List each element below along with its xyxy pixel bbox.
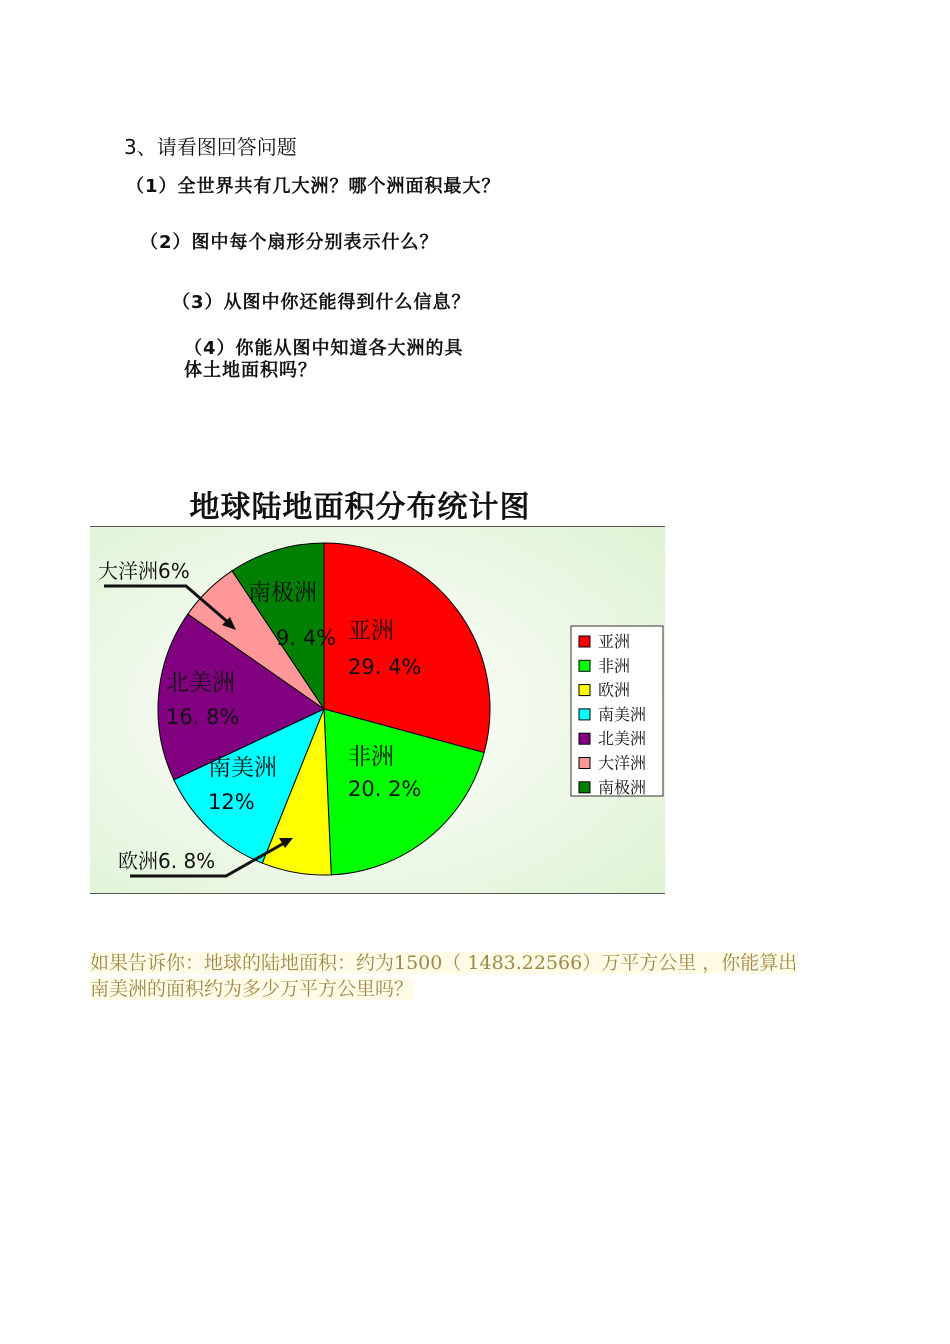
slice-value-asia: 29. 4% bbox=[348, 655, 422, 679]
question-3: （3）从图中你还能得到什么信息？ bbox=[172, 292, 471, 313]
slice-value-north-america: 16. 8% bbox=[166, 705, 240, 729]
page-heading: 3、请看图回答问题 bbox=[124, 135, 297, 159]
slice-label-oceania: 大洋洲6% bbox=[98, 559, 190, 583]
slice-label-south-america: 南美洲 bbox=[208, 755, 277, 781]
legend-label-europe: 欧洲 bbox=[598, 680, 631, 700]
legend-swatch-europe bbox=[579, 685, 590, 696]
legend-swatch-antarctica bbox=[579, 782, 590, 793]
slice-label-antarctica: 南极洲 bbox=[248, 580, 317, 606]
legend-label-antarctica: 南极洲 bbox=[598, 777, 647, 797]
legend-swatch-north-america bbox=[579, 733, 590, 744]
bottom-paragraph bbox=[90, 950, 870, 1002]
bottom-line-1: 如果告诉你：地球的陆地面积：约为1500（ 1483.22566）万平方公里 ，你能算出 bbox=[90, 952, 798, 974]
slice-value-africa: 20. 2% bbox=[348, 777, 422, 801]
slice-label-asia: 亚洲 bbox=[348, 618, 394, 644]
chart-title: 地球陆地面积分布统计图 bbox=[189, 490, 531, 525]
legend-swatch-south-america bbox=[579, 709, 590, 720]
legend-label-africa: 非洲 bbox=[598, 656, 631, 676]
legend-label-north-america: 北美洲 bbox=[598, 729, 647, 749]
slice-value-antarctica: 9. 4% bbox=[276, 626, 337, 650]
slice-label-europe: 欧洲6. 8% bbox=[118, 849, 216, 873]
pie-chart bbox=[90, 526, 665, 894]
legend-swatch-asia bbox=[579, 636, 590, 647]
bottom-line-2: 南美洲的面积约为多少万平方公里吗？ bbox=[90, 978, 414, 1000]
legend-label-oceania: 大洋洲 bbox=[598, 753, 647, 773]
question-2: （2）图中每个扇形分别表示什么？ bbox=[140, 232, 439, 253]
legend-label-south-america: 南美洲 bbox=[598, 704, 647, 724]
slice-value-south-america: 12% bbox=[208, 790, 255, 814]
slice-label-africa: 非洲 bbox=[348, 744, 394, 770]
question-4: （4）你能从图中知道各大洲的具体土地面积吗？ bbox=[184, 338, 464, 381]
slice-label-north-america: 北美洲 bbox=[166, 670, 235, 696]
legend-label-asia: 亚洲 bbox=[598, 632, 631, 651]
question-1: （1）全世界共有几大洲？哪个洲面积最大？ bbox=[126, 176, 501, 197]
legend-swatch-africa bbox=[579, 660, 590, 671]
legend-swatch-oceania bbox=[579, 758, 590, 769]
